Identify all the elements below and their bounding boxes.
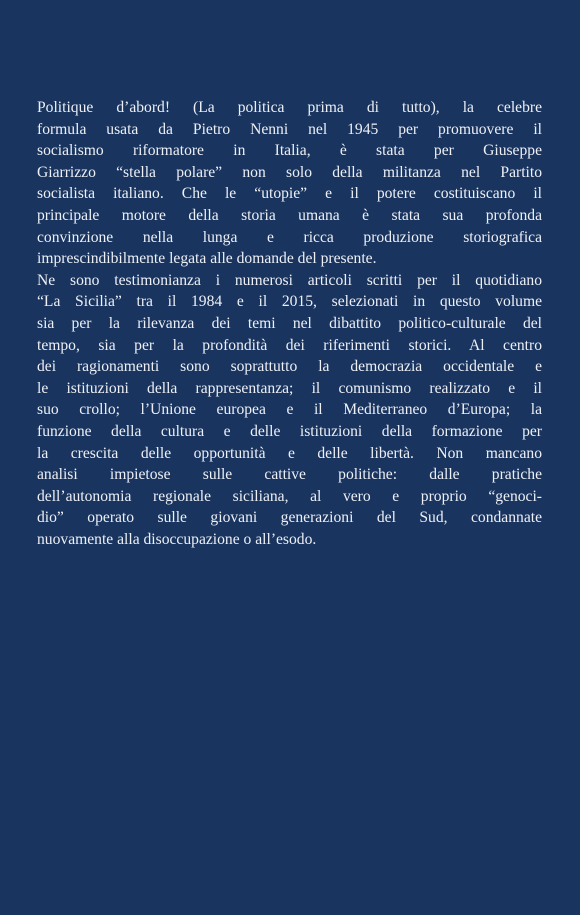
blurb-text: [37, 97, 542, 550]
text-line: Ne sono testimonianza i numerosi articoli scritti per il quotidiano: [37, 271, 542, 289]
text-line: analisi impietose sulle cattive politiche: dalle pratiche: [37, 466, 542, 484]
text-line: funzione della cultura e delle istituzioni della formazione per: [37, 422, 542, 440]
text-line: Giarrizzo “stella polare” non solo della militanza nel Partito: [37, 163, 542, 181]
text-line: suo crollo; l’Unione europea e il Mediterraneo d’Europa; la: [37, 401, 542, 419]
text-line: nuovamente alla disoccupazione o all’esodo.: [37, 530, 317, 548]
text-line: principale motore della storia umana è stata sua profonda: [37, 206, 542, 224]
text-line: imprescindibilmente legata alle domande del presente.: [37, 250, 377, 268]
text-line: sia per la rilevanza dei temi nel dibattito politico-culturale del: [37, 314, 542, 332]
text-line: formula usata da Pietro Nenni nel 1945 per promuovere il: [37, 120, 542, 138]
paragraph-2: [37, 270, 542, 551]
text-line: socialismo riformatore in Italia, è stata per Giuseppe: [37, 142, 542, 160]
text-line: convinzione nella lunga e ricca produzione storiografica: [37, 228, 542, 246]
text-line: “La Sicilia” tra il 1984 e il 2015, selezionati in questo volume: [37, 293, 542, 311]
text-line: tempo, sia per la profondità dei riferimenti storici. Al centro: [37, 336, 542, 354]
paragraph-1: [37, 97, 542, 270]
text-line: dio” operato sulle giovani generazioni del Sud, condannate: [37, 509, 542, 527]
text-line: dei ragionamenti sono soprattutto la democrazia occidentale e: [37, 358, 542, 376]
text-line: le istituzioni della rappresentanza; il comunismo realizzato e il: [37, 379, 542, 397]
text-line: socialista italiano. Che le “utopie” e il potere costituiscano il: [37, 185, 542, 203]
text-line: dell’autonomia regionale siciliana, al vero e proprio “genoci-: [37, 487, 542, 505]
text-line: la crescita delle opportunità e delle libertà. Non mancano: [37, 444, 542, 462]
text-line: Politique d’abord! (La politica prima di tutto), la celebre: [37, 99, 542, 116]
